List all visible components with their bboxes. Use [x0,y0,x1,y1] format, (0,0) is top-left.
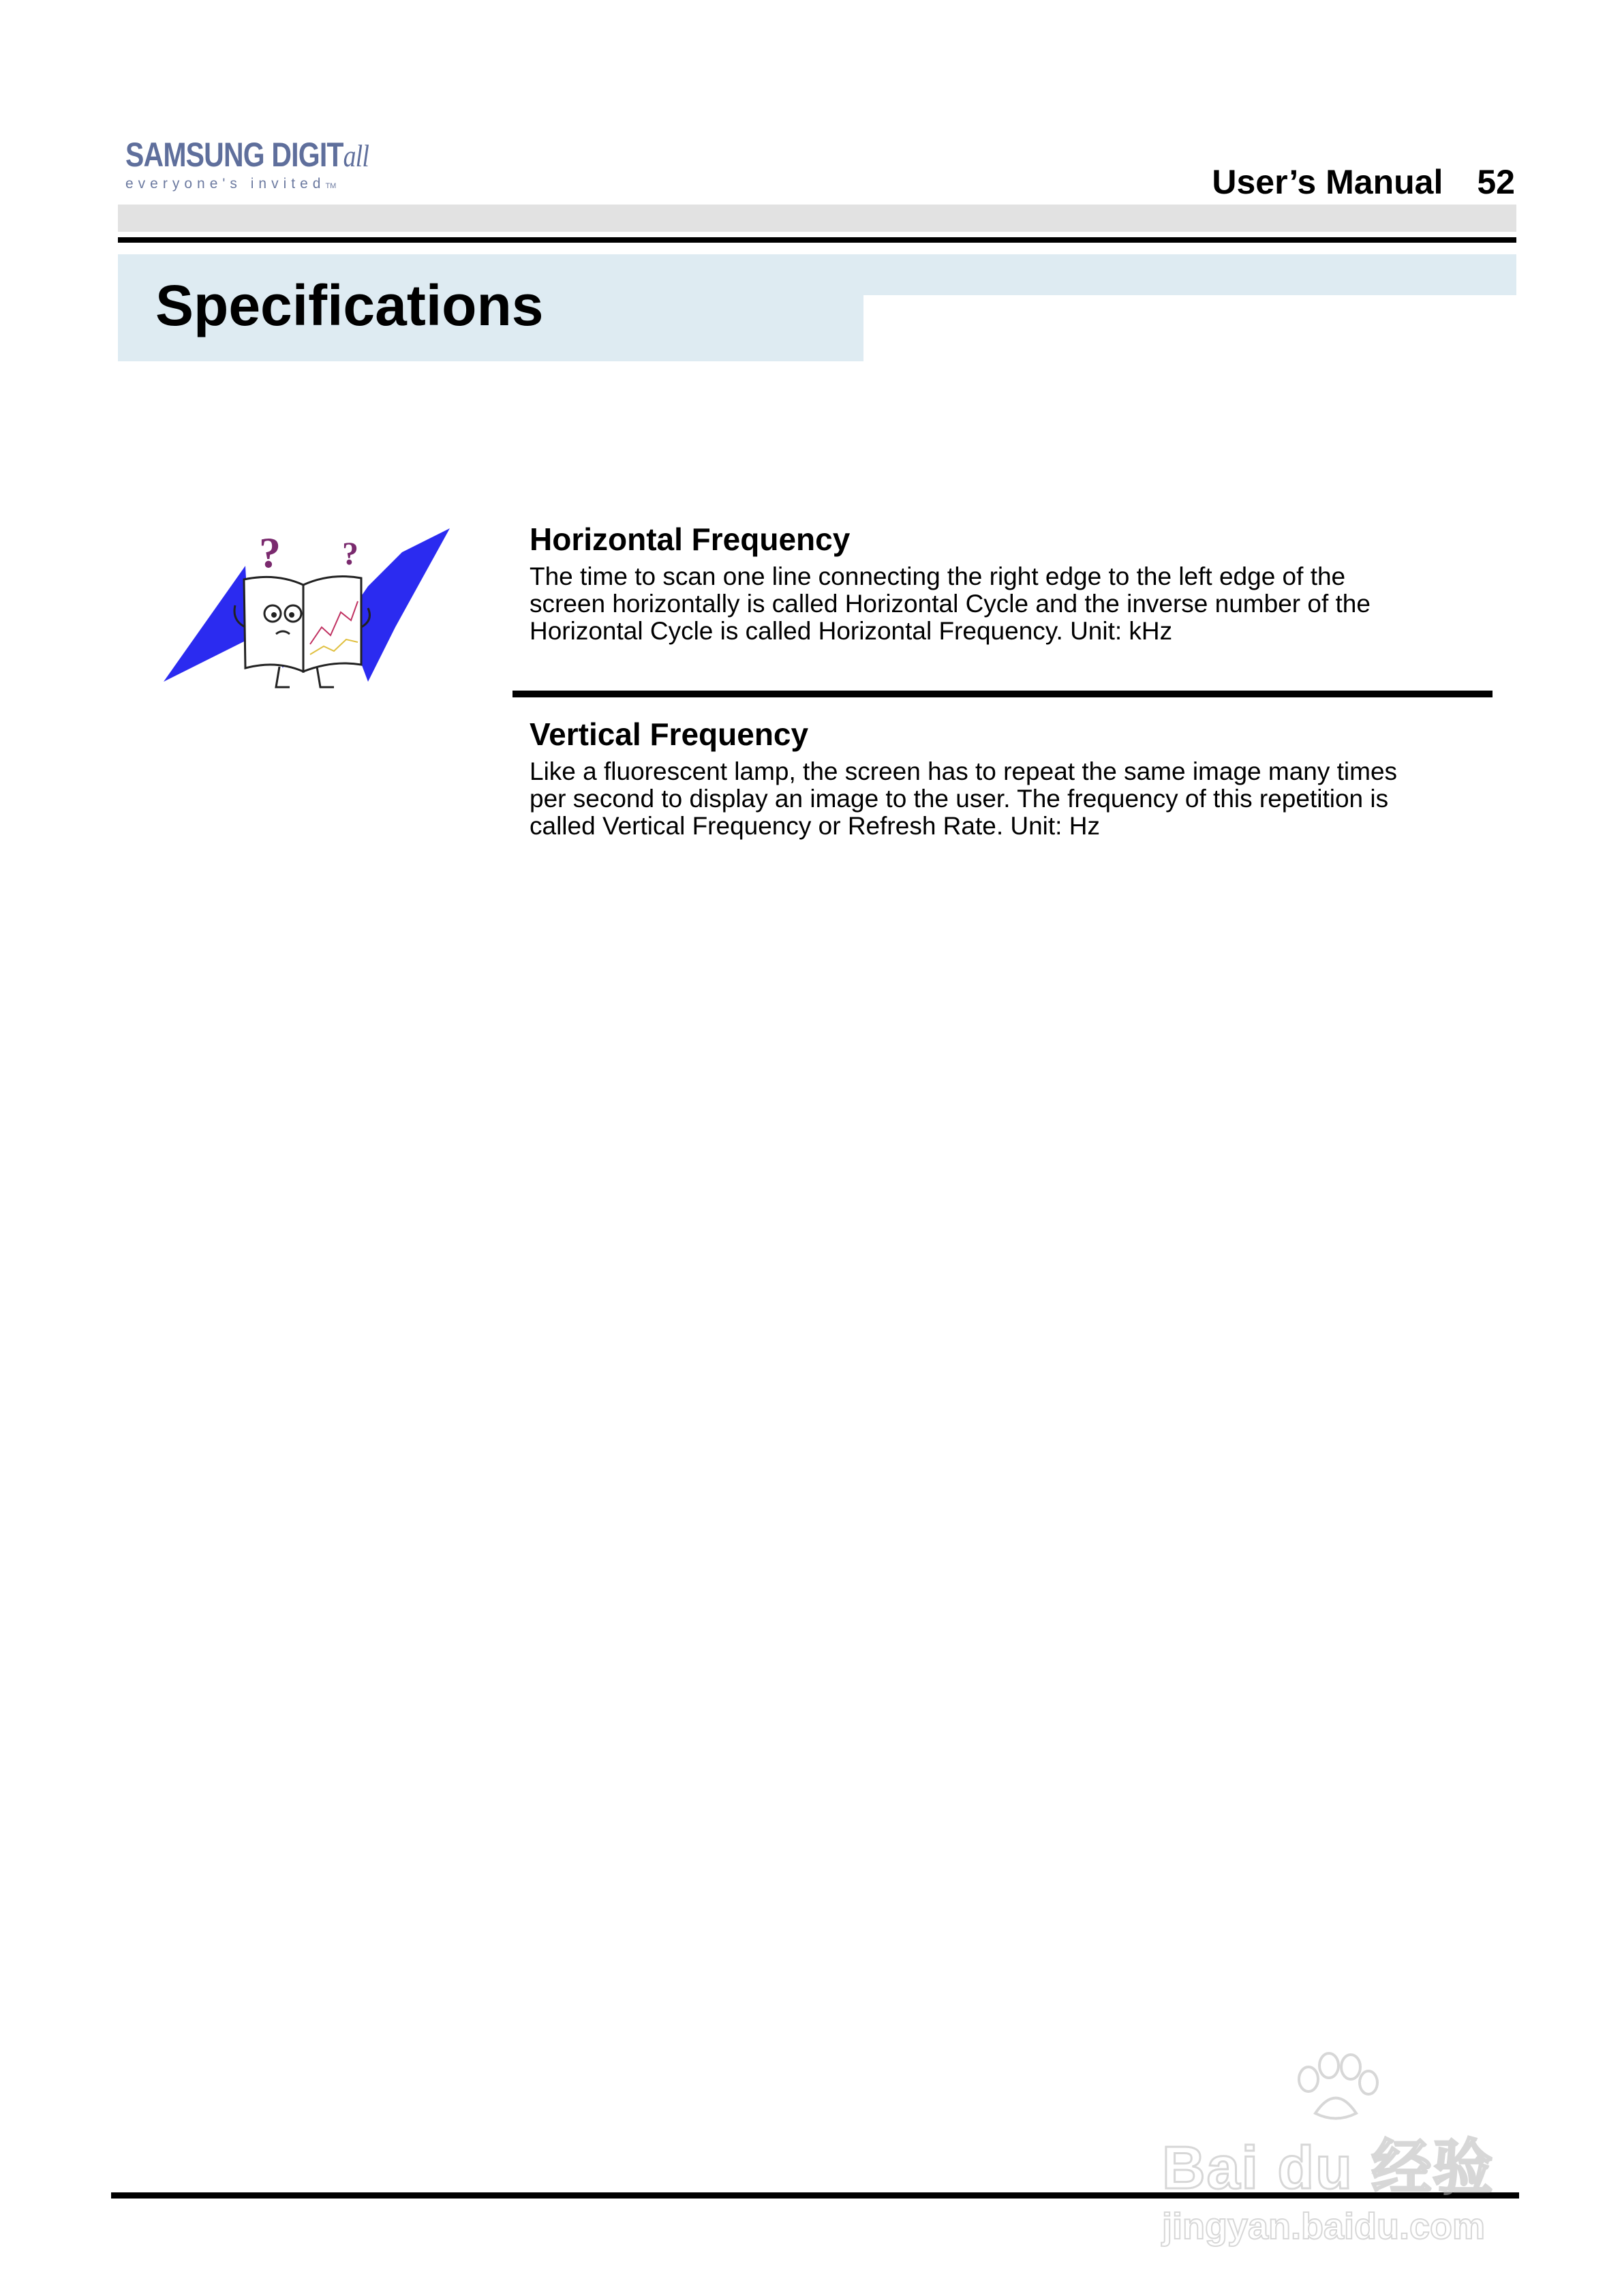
body-line: Like a fluorescent lamp, the screen has to repeat the same image many times [530,757,1398,785]
body-line: called Vertical Frequency or Refresh Rate. Unit: Hz [530,812,1100,840]
header-rule [118,237,1516,243]
body-line: screen horizontally is called Horizontal Cycle and the inverse number of the [530,590,1371,618]
question-mark-icon: ? [342,536,358,572]
logo-tagline: everyone's invitedTM [125,176,337,192]
section-heading-vertical-frequency: Vertical Frequency [530,716,809,752]
watermark-brand: Bai du 经验 [1162,2134,1495,2201]
paw-icon [1288,2052,1383,2127]
samsung-logo [116,116,375,194]
logo-brand: SAMSUNG DIGITall [125,136,369,174]
body-line: Horizontal Cycle is called Horizontal Frequency. Unit: kHz [530,617,1173,645]
body-line: The time to scan one line connecting the right edge to the left edge of the [530,562,1346,590]
section-heading-horizontal-frequency: Horizontal Frequency [530,522,851,557]
header-band [118,205,1516,232]
title-band-notch [863,295,911,361]
manual-label: User’s Manual [1212,163,1443,201]
section-divider [512,691,1493,697]
title-band-extension [863,254,1516,295]
header-title [1212,162,1515,202]
page-number: 52 [1477,163,1515,201]
question-mark-icon: ? [259,528,281,577]
page-title: Specifications [155,273,544,337]
confused-book-icon [164,525,457,689]
baidu-watermark [1155,2052,1537,2256]
body-line: per second to display an image to the user. The frequency of this repetition is [530,785,1389,813]
section-body-horizontal-frequency [530,563,1511,645]
watermark-url: jingyan.baidu.com [1162,2206,1486,2247]
section-body-vertical-frequency [530,758,1511,840]
